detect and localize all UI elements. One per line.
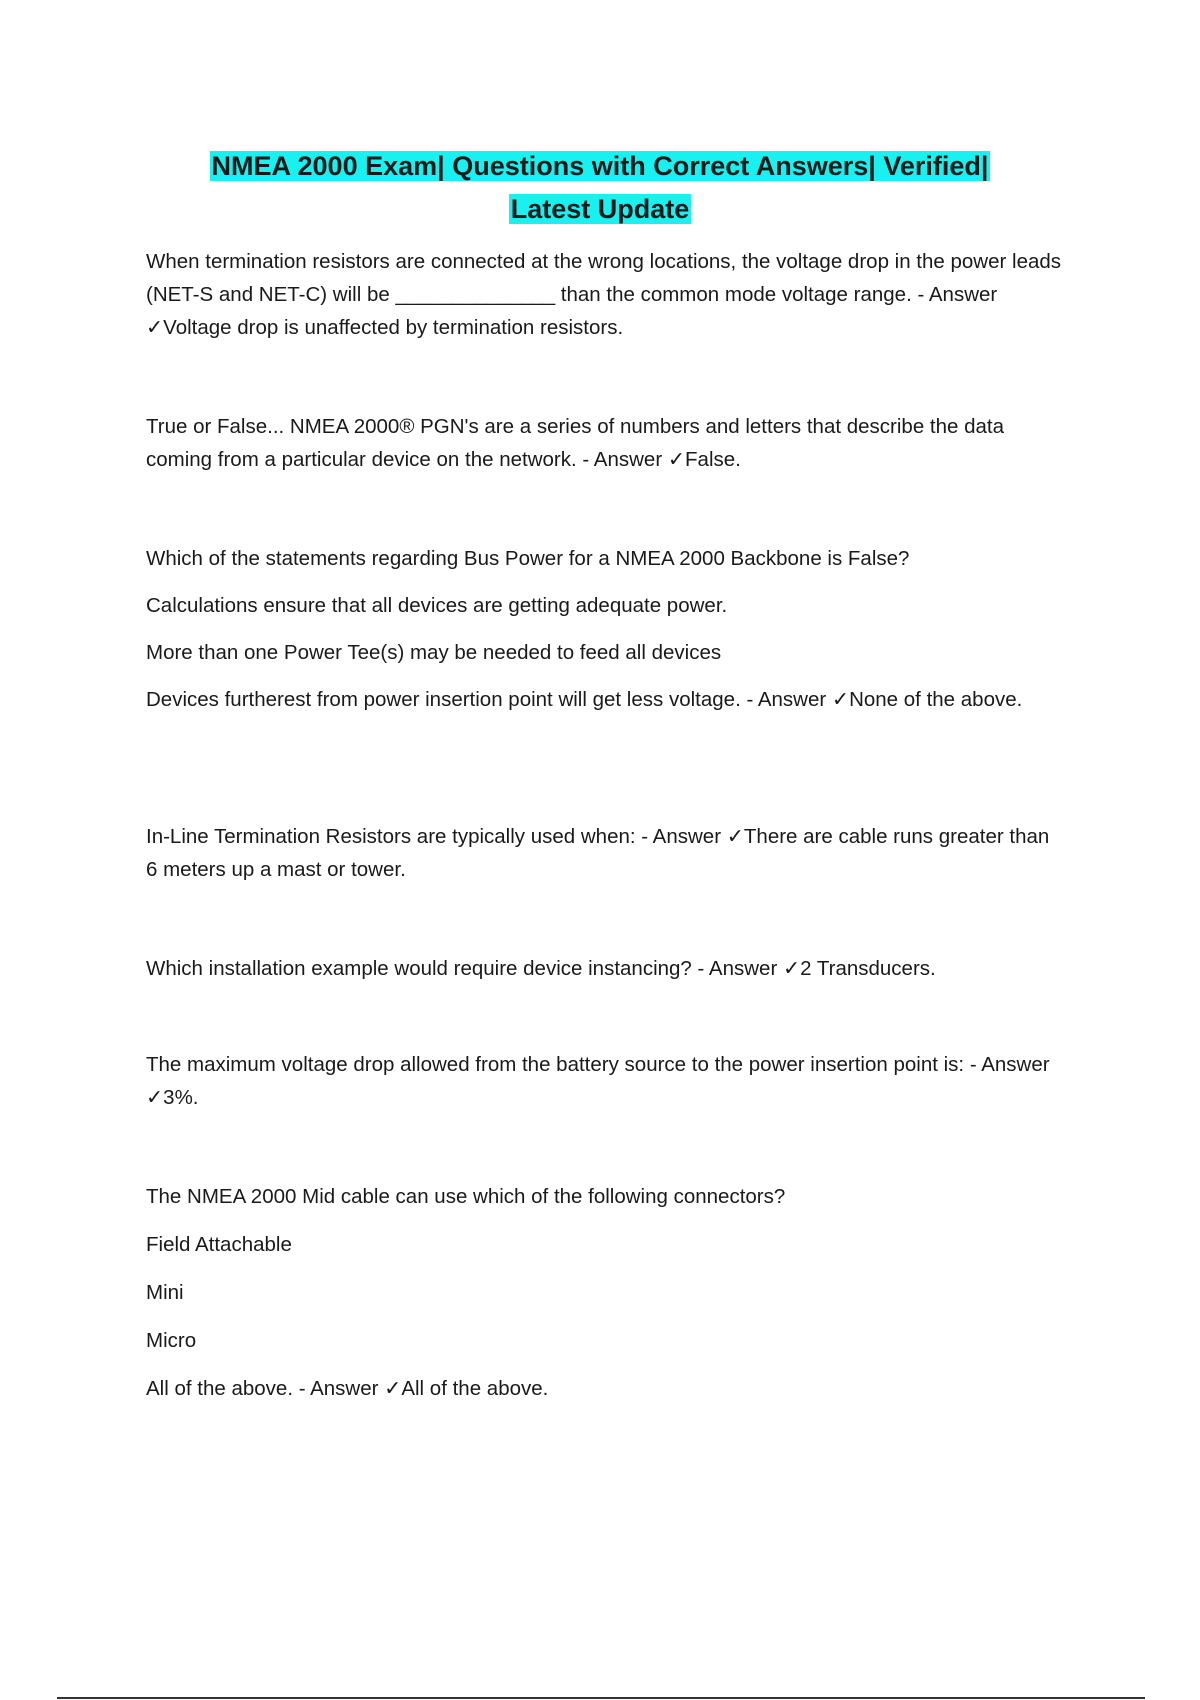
question-text: In-Line Termination Resistors are typically used when: - Answer ✓There are cable runs greater than 6 meters up a mast or tower. [146,825,1050,881]
option-item-with-answer: All of the above. - Answer ✓All of the above. [146,1377,549,1400]
question-block-4 [146,820,1066,886]
option-item: Micro [146,1329,197,1352]
bottom-divider [57,1697,1145,1699]
question-block-1 [146,245,1066,344]
question-text: The maximum voltage drop allowed from the battery source to the power insertion point is: - Answer ✓3%. [146,1053,1050,1109]
document-title [0,145,1200,231]
question-block-7 [146,1180,1066,1405]
statement-item-with-answer: Devices furtherest from power insertion point will get less voltage. - Answer ✓None of the above. [146,688,1023,711]
question-text: Which installation example would require device instancing? - Answer ✓2 Transducers. [146,957,936,980]
question-text: When termination resistors are connected at the wrong locations, the voltage drop in the power leads (NET-S and NET-C) will be ______________ than the common mode voltage range. - Answer ✓Voltage drop is unaffected by termination resistors. [146,250,1062,339]
question-text: The NMEA 2000 Mid cable can use which of the following connectors? [146,1185,786,1208]
title-line-2: Latest Update [510,194,690,224]
question-block-2 [146,410,1066,476]
option-item: Mini [146,1281,184,1304]
statement-item: More than one Power Tee(s) may be needed to feed all devices [146,641,722,664]
question-block-5 [146,952,1066,985]
statement-item: Calculations ensure that all devices are getting adequate power. [146,594,728,617]
question-text: True or False... NMEA 2000® PGN's are a series of numbers and letters that describe the data coming from a particular device on the network. - Answer ✓False. [146,415,1005,471]
question-block-3 [146,542,1066,716]
question-block-6 [146,1048,1066,1114]
question-text: Which of the statements regarding Bus Power for a NMEA 2000 Backbone is False? [146,547,910,570]
title-line-1: NMEA 2000 Exam| Questions with Correct Answers| Verified| [211,151,989,181]
option-item: Field Attachable [146,1233,292,1256]
